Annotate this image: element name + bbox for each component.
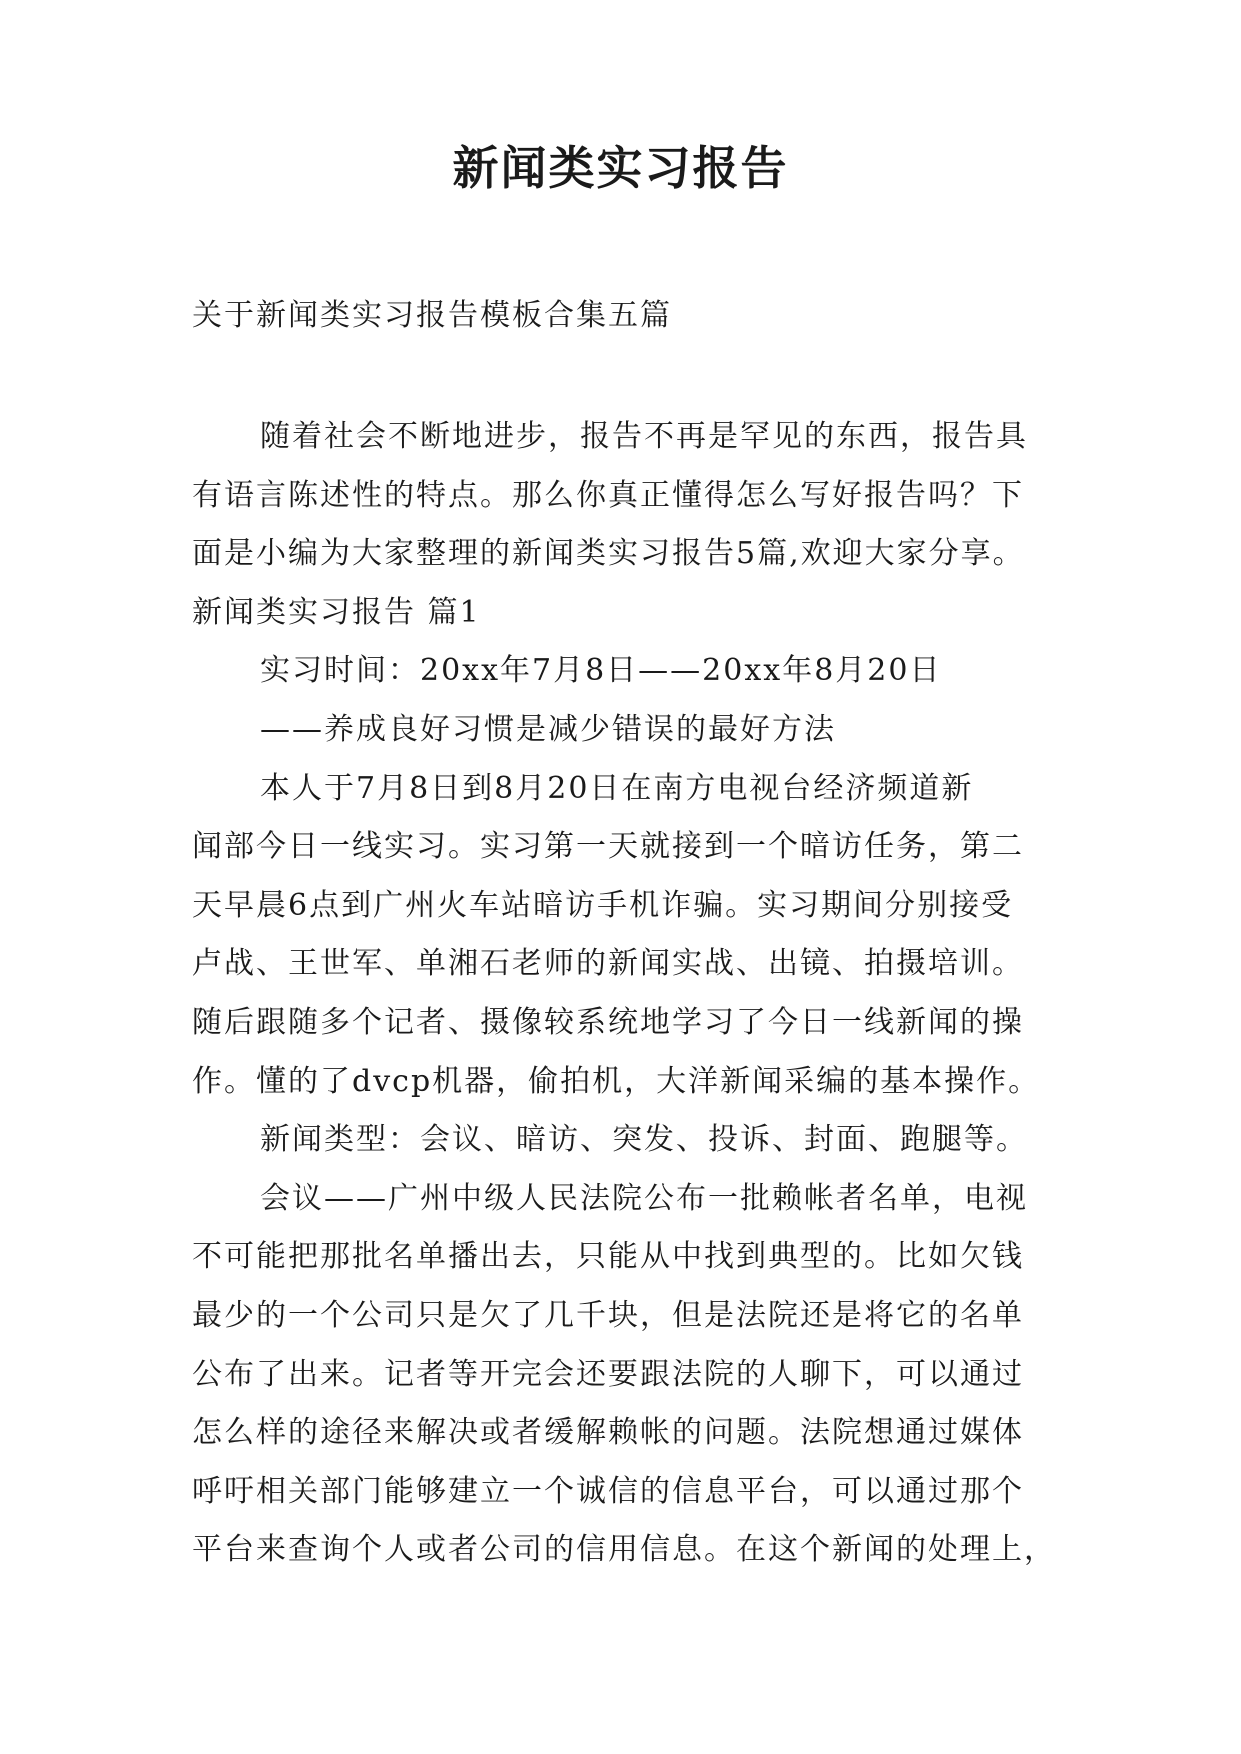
body-line: 闻部今日一线实习。实习第一天就接到一个暗访任务，第二: [192, 829, 1024, 865]
body-line: 天早晨6点到广州火车站暗访手机诈骗。实习期间分别接受: [192, 887, 1014, 923]
body-line: 实习时间：20xx年7月8日——20xx年8月20日: [260, 653, 942, 689]
body-line: 不可能把那批名单播出去，只能从中找到典型的。比如欠钱: [192, 1239, 1024, 1275]
body-line: 随着社会不断地进步，报告不再是罕见的东西，报告具: [260, 419, 1028, 454]
body-line: 面是小编为大家整理的新闻类实习报告5篇,欢迎大家分享。: [192, 536, 1025, 572]
body-line: 怎么样的途径来解决或者缓解赖帐的问题。法院想通过媒体: [192, 1415, 1024, 1451]
body-line: 本人于7月8日到8月20日在南方电视台经济频道新: [260, 770, 974, 806]
body-line: 新闻类型：会议、暗访、突发、投诉、封面、跑腿等。: [260, 1122, 1028, 1158]
document-title: 新闻类实习报告: [452, 141, 789, 195]
body-line: 会议——广州中级人民法院公布一批赖帐者名单，电视: [260, 1180, 1028, 1216]
body-line: 随后跟随多个记者、摄像较系统地学习了今日一线新闻的操: [192, 1004, 1024, 1040]
body-line: 公布了出来。记者等开完会还要跟法院的人聊下，可以通过: [192, 1356, 1024, 1392]
body-line: 卢战、王世军、单湘石老师的新闻实战、出镜、拍摄培训。: [192, 946, 1024, 982]
body-line: 最少的一个公司只是欠了几千块，但是法院还是将它的名单: [192, 1297, 1024, 1333]
body-text: [192, 408, 1058, 1580]
document-subtitle: 关于新闻类实习报告模板合集五篇: [192, 298, 672, 333]
body-line: 作。懂的了dvcp机器，偷拍机，大洋新闻采编的基本操作。: [192, 1063, 1041, 1099]
body-line: 新闻类实习报告 篇1: [192, 594, 481, 630]
body-line: 有语言陈述性的特点。那么你真正懂得怎么写好报告吗？下: [192, 477, 1024, 513]
body-line: 平台来查询个人或者公司的信用信息。在这个新闻的处理上，: [192, 1532, 1056, 1568]
body-line: 呼吁相关部门能够建立一个诚信的信息平台，可以通过那个: [192, 1473, 1024, 1509]
body-line: ——养成良好习惯是减少错误的最好方法: [260, 711, 836, 747]
